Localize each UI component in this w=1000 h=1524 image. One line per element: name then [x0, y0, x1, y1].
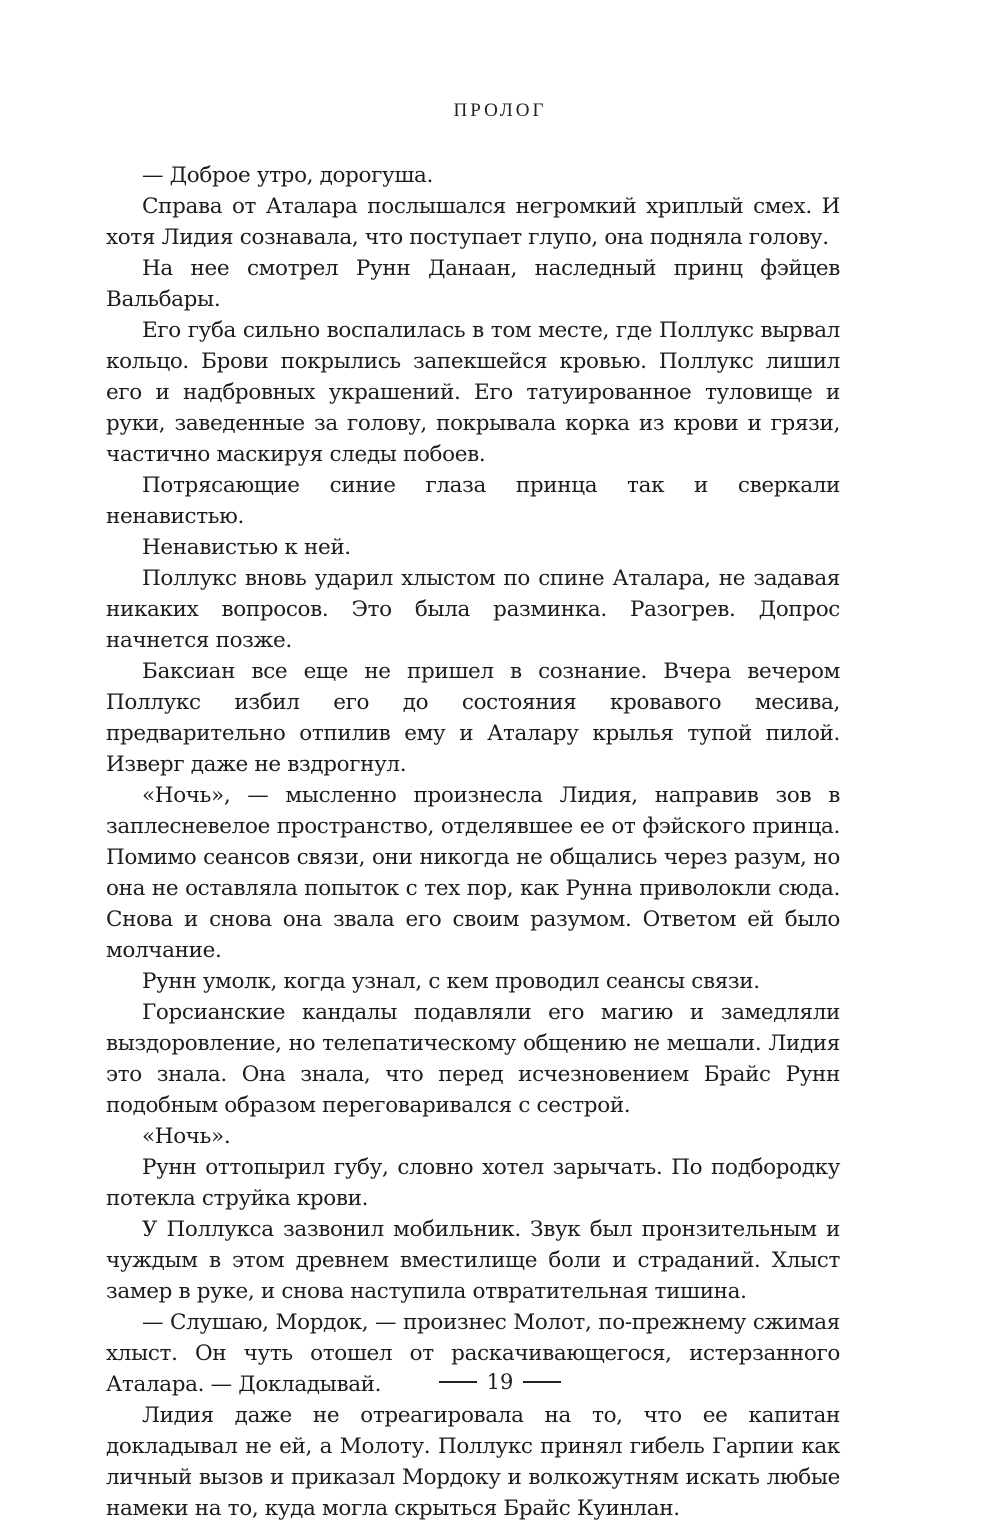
paragraph: Горсианские кандалы подавляли его магию и замедляли выздоровление, но телепатическому общению не мешали. Лидия это знала. Она знала, что перед исчезновением Брайс Рунн подобным образом переговаривался с сестрой.: [106, 1000, 840, 1118]
paragraph: — Слушаю, Мордок, — произнес Молот, по-прежнему сжимая хлыст. Он чуть отошел от раскачивающегося, истерзанного Аталара. — Докладывай.: [106, 1310, 840, 1397]
footer-dash-right: [523, 1381, 561, 1383]
paragraph: Потрясающие синие глаза принца так и сверкали ненавистью.: [106, 473, 840, 529]
page-number: 19: [486, 1370, 514, 1394]
paragraph: У Поллукса зазвонил мобильник. Звук был пронзительным и чуждым в этом древнем вместилище боли и страданий. Хлыст замер в руке, и снова наступила отвратительная тишина.: [106, 1217, 840, 1304]
body-text: [106, 160, 840, 1524]
paragraph: — Доброе утро, дорогуша.: [142, 163, 433, 188]
page-number-footer: [0, 1370, 1000, 1394]
running-head: ПРОЛОГ: [453, 100, 547, 121]
paragraph: «Ночь», — мысленно произнесла Лидия, направив зов в заплесневелое пространство, отделявшее ее от фэйского принца. Помимо сеансов связи, они никогда не общались через разум, но она не оставляла попыток с тех пор, как Рунна приволокли сюда. Снова и снова она звала его своим разумом. Ответом ей было молчание.: [106, 783, 840, 963]
paragraph: Ненавистью к ней.: [142, 535, 351, 560]
paragraph: Баксиан все еще не пришел в сознание. Вчера вечером Поллукс избил его до состояния кровавого месива, предварительно отпилив ему и Аталару крылья тупой пилой. Изверг даже не вздрогнул.: [106, 659, 840, 777]
paragraph: Его губа сильно воспалилась в том месте, где Поллукс вырвал кольцо. Брови покрылись запекшейся кровью. Поллукс лишил его и надбровных украшений. Его татуированное туловище и руки, заведенные за голову, покрывала корка из крови и грязи, частично маскируя следы побоев.: [106, 318, 840, 467]
footer-dash-left: [439, 1381, 477, 1383]
paragraph: Лидия даже не отреагировала на то, что ее капитан докладывал не ей, а Молоту. Поллукс принял гибель Гарпии как личный вызов и приказал Мордоку и волкожутням искать любые намеки на то, куда могла скрыться Брайс Куинлан.: [106, 1403, 840, 1521]
paragraph: «Ночь».: [142, 1124, 231, 1149]
paragraph: Справа от Аталара послышался негромкий хриплый смех. И хотя Лидия сознавала, что поступает глупо, она подняла голову.: [106, 194, 840, 250]
paragraph: Поллукс вновь ударил хлыстом по спине Аталара, не задавая никаких вопросов. Это была разминка. Разогрев. Допрос начнется позже.: [106, 566, 840, 653]
paragraph: Рунн умолк, когда узнал, с кем проводил сеансы связи.: [142, 969, 760, 994]
paragraph: На нее смотрел Рунн Данаан, наследный принц фэйцев Вальбары.: [106, 256, 840, 312]
paragraph: Рунн оттопырил губу, словно хотел зарычать. По подбородку потекла струйка крови.: [106, 1155, 840, 1211]
